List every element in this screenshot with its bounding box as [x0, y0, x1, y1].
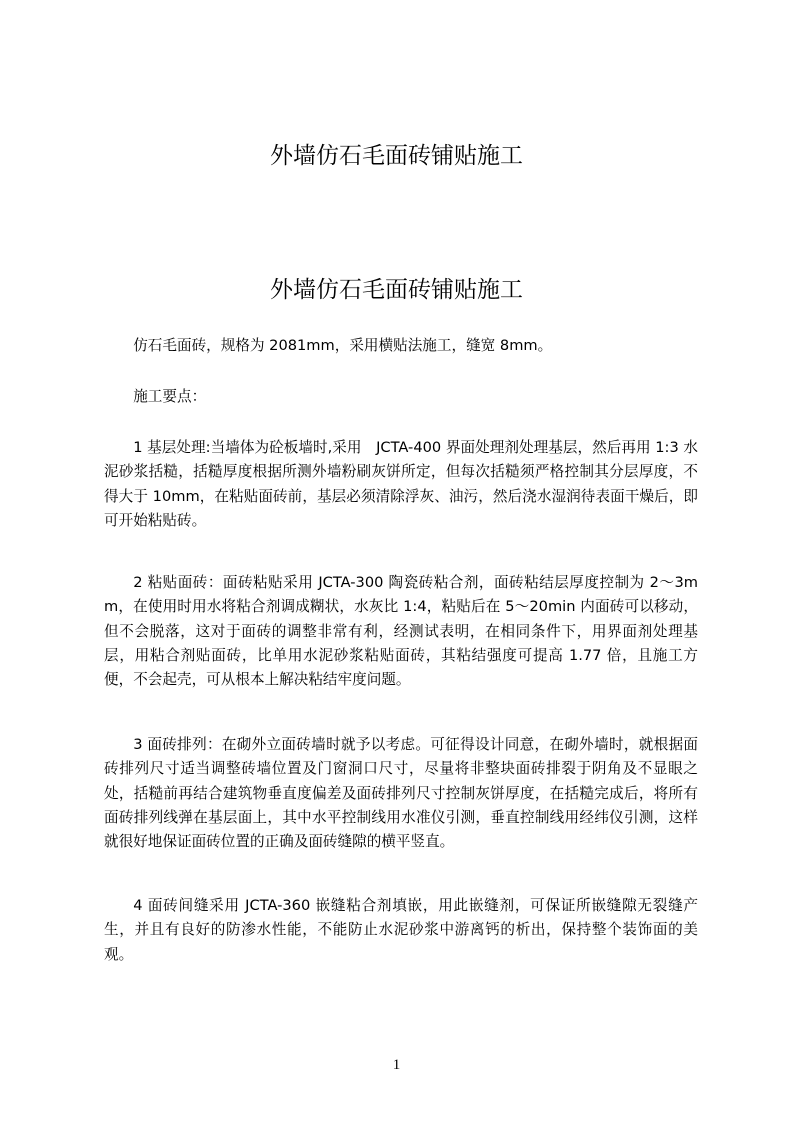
intro-paragraph: 仿石毛面砖，规格为 2081mm，采用横贴法施工，缝宽 8mm。 — [133, 337, 553, 354]
item-4-paragraph: 4 面砖间缝采用 JCTA-360 嵌缝粘合剂填嵌，用此嵌缝剂，可保证所嵌缝隙无裂缝产生，并且有良好的防渗水性能，不能防止水泥砂浆中游离钙的析出，保持整个装饰面的美观。 — [104, 897, 698, 963]
cover-title: 外墙仿石毛面砖铺贴施工 — [270, 143, 523, 169]
points-heading: 施工要点： — [133, 388, 207, 405]
item-3-paragraph: 3 面砖排列：在砌外立面砖墙时就予以考虑。可征得设计同意，在砌外墙时，就根据面砖排列尺寸适当调整砖墙位置及门窗洞口尺寸，尽量将非整块面砖排裂于阴角及不显眼之处，括糙前再结合建筑物垂直度偏差及面砖排列尺寸控制灰饼厚度，在括糙完成后，将所有面砖排列线弹在基层面上，其中水平控制线用水准仪引测，垂直控制线用经纬仪引测，这样就很好地保证面砖位置的正确及面砖缝隙的横平竖直。 — [104, 736, 698, 851]
section-title: 外墙仿石毛面砖铺贴施工 — [270, 277, 523, 303]
page-number: 1 — [392, 1057, 401, 1073]
item-2-paragraph: 2 粘贴面砖：面砖粘贴采用 JCTA-300 陶瓷砖粘合剂，面砖粘结层厚度控制为 2～3mm，在使用时用水将粘合剂调成糊状，水灰比 1:4，粘贴后在 5～20min 内面砖可以移动，但不会脱落，这对于面砖的调整非常有利，经测试表明，在相同条件下，用界面剂处理基层，用粘合剂贴面砖，比单用水泥砂浆粘贴面砖，其粘结强度可提高 1.77 倍，且施工方便，不会起壳，可从根本上解决粘结牢度问题。 — [104, 574, 698, 689]
item-1-paragraph: 1 基层处理:当墙体为砼板墙时,采用 JCTA-400 界面处理剂处理基层，然后再用 1:3 水泥砂浆括糙，括糙厚度根据所测外墙粉刷灰饼所定，但每次括糙须严格控制其分层厚度，不得大于 10mm，在粘贴面砖前，基层必须清除浮灰、油污，然后浇水湿润待表面干燥后，即可开始粘贴砖。 — [104, 439, 698, 529]
